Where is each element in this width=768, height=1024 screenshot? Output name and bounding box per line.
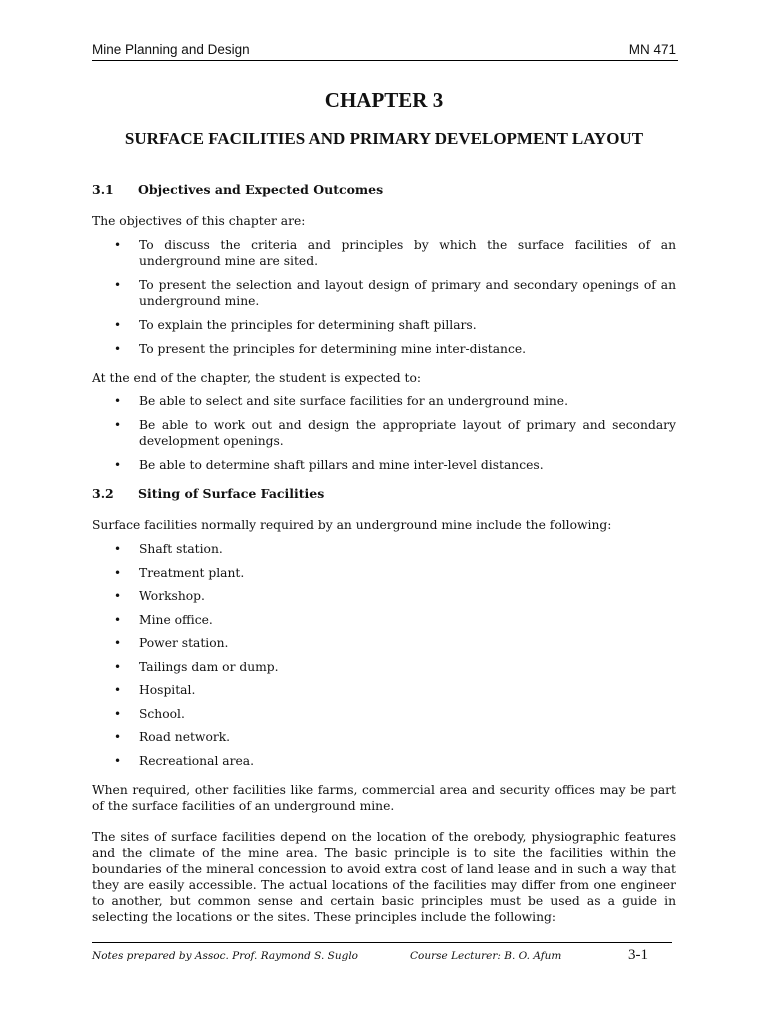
section-title: Objectives and Expected Outcomes bbox=[138, 182, 384, 197]
bullet-icon: • bbox=[114, 730, 122, 744]
facilities-intro: Surface facilities normally required by an underground mine include the following: bbox=[92, 518, 612, 532]
list-item: • Tailings dam or dump. bbox=[114, 659, 279, 674]
bullet-icon: • bbox=[114, 636, 122, 650]
paragraph-siting-principles: The sites of surface facilities depend on the location of the orebody, physiographic features and the climate of the mine area. The basic principle is to site the facilities within the boundaries of the mineral concession to avoid extra cost of land lease and in such a way that they are easily accessible. The actual locations of the facilities may differ from one engineer to another, but common sense and certain basic principles must be used as a guide in selecting the locations or the sites. These principles include the following: bbox=[92, 830, 676, 924]
list-item: • Be able to determine shaft pillars and mine inter-level distances. bbox=[114, 458, 544, 472]
bullet-icon: • bbox=[114, 394, 122, 408]
list-item: • To present the principles for determining mine inter-distance. bbox=[114, 342, 527, 356]
list-item: • School. bbox=[114, 706, 185, 721]
outcomes-intro: At the end of the chapter, the student is expected to: bbox=[92, 371, 422, 385]
bullet-icon: • bbox=[114, 418, 122, 432]
bullet-icon: • bbox=[114, 612, 122, 627]
section-heading-3-2 bbox=[92, 486, 324, 501]
list-item: • Hospital. bbox=[114, 683, 196, 697]
bullet-icon: • bbox=[114, 278, 122, 292]
list-item: • Treatment plant. bbox=[114, 565, 245, 580]
bullet-icon: • bbox=[114, 706, 122, 721]
list-item: • Shaft station. bbox=[114, 542, 223, 556]
section-heading-3-1 bbox=[92, 182, 383, 197]
objectives-intro: The objectives of this chapter are: bbox=[92, 214, 306, 228]
list-item: • Mine office. bbox=[114, 612, 213, 627]
section-title: Siting of Surface Facilities bbox=[138, 486, 325, 501]
section-number: 3.2 bbox=[92, 486, 114, 501]
list-item: • To explain the principles for determining shaft pillars. bbox=[114, 318, 477, 332]
list-item: • To discuss the criteria and principles by which the surface facilities of an underground mine are sited. bbox=[114, 238, 676, 268]
bullet-icon: • bbox=[114, 753, 122, 768]
list-item: • To present the selection and layout design of primary and secondary openings of an underground mine. bbox=[114, 278, 676, 308]
list-item: • Power station. bbox=[114, 636, 229, 650]
bullet-icon: • bbox=[114, 318, 122, 332]
list-item: • Be able to work out and design the appropriate layout of primary and secondary development openings. bbox=[114, 418, 676, 448]
bullet-icon: • bbox=[114, 659, 122, 674]
facilities-list bbox=[92, 541, 676, 769]
outcomes-list bbox=[92, 393, 676, 473]
page-number: 3-1 bbox=[628, 947, 648, 963]
bullet-icon: • bbox=[114, 565, 122, 580]
list-item: • Road network. bbox=[114, 730, 231, 744]
list-item: • Workshop. bbox=[114, 589, 205, 603]
bullet-icon: • bbox=[114, 589, 122, 603]
bullet-icon: • bbox=[114, 342, 122, 356]
bullet-icon: • bbox=[114, 238, 122, 252]
chapter-title: CHAPTER 3 bbox=[324, 88, 444, 112]
objectives-list bbox=[92, 237, 676, 357]
section-number: 3.1 bbox=[92, 182, 114, 197]
bullet-icon: • bbox=[114, 458, 122, 472]
header-rule bbox=[92, 60, 678, 61]
chapter-subtitle: SURFACE FACILITIES AND PRIMARY DEVELOPMENT LAYOUT bbox=[124, 129, 644, 148]
bullet-icon: • bbox=[114, 683, 122, 697]
course-title: Mine Planning and Design bbox=[92, 42, 250, 57]
page-header bbox=[92, 42, 676, 57]
course-code: MN 471 bbox=[628, 42, 676, 57]
paragraph-other-facilities: When required, other facilities like farms, commercial area and security offices may be part of the surface facilities of an underground mine. bbox=[92, 783, 676, 813]
list-item: • Be able to select and site surface facilities for an underground mine. bbox=[114, 394, 568, 408]
footer-notes-credit: Notes prepared by Assoc. Prof. Raymond S. Suglo bbox=[92, 950, 359, 962]
footer-lecturer: Course Lecturer: B. O. Afum bbox=[410, 950, 562, 962]
footer-rule bbox=[92, 942, 672, 943]
bullet-icon: • bbox=[114, 542, 122, 556]
list-item: • Recreational area. bbox=[114, 753, 255, 768]
